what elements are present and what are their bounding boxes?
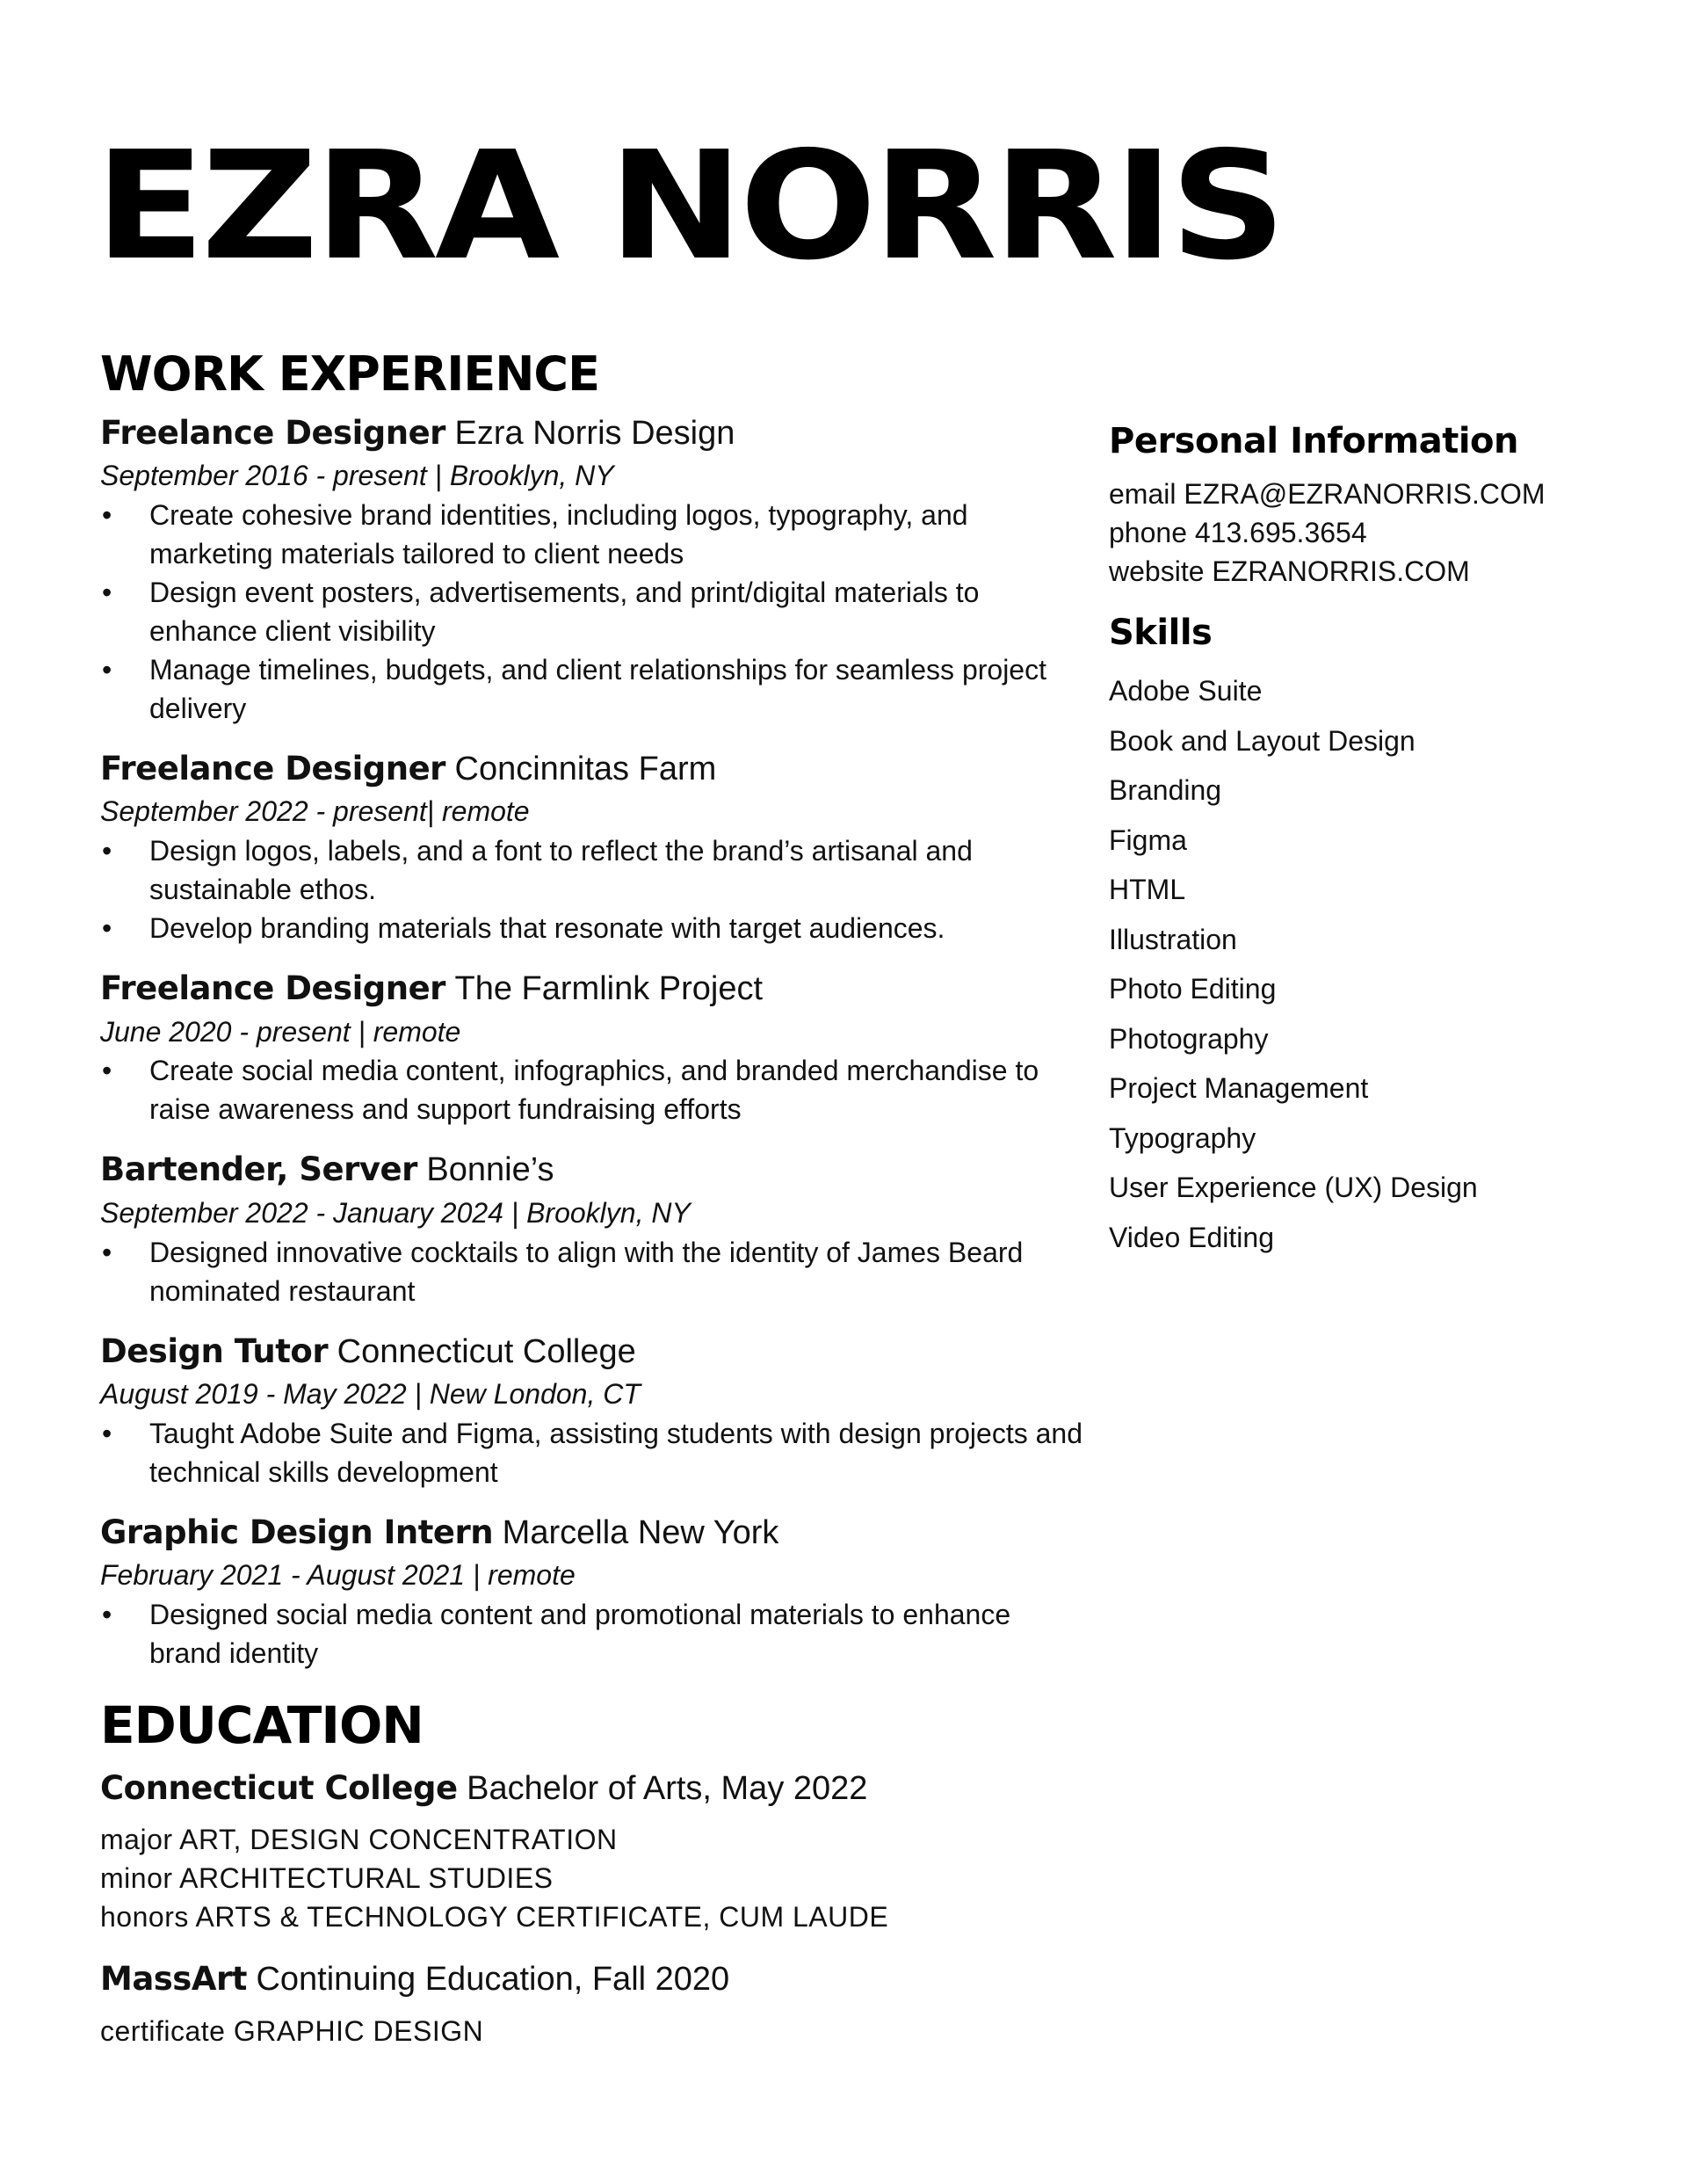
job-title: Freelance Designer [100,749,445,787]
left-column [100,345,1084,2073]
skill-item: HTML [1109,874,1186,905]
education-entry [100,1959,1084,2050]
education-details [100,2012,1084,2050]
education-detail-line: minor ARCHITECTURAL STUDIES [100,1862,554,1895]
phone-line: phone 413.695.3654 [1109,517,1367,548]
job-header [100,413,1084,455]
job-dates-location: June 2020 - present | remote [100,1015,461,1048]
skill-item: Adobe Suite [1109,675,1263,707]
job-dates-location: September 2022 - present| remote [100,795,530,828]
degree-detail: Continuing Education, Fall 2020 [256,1961,730,1999]
website-line: website EZRANORRIS.COM [1109,555,1470,587]
job-entry [100,413,1084,728]
education-details [100,1820,1084,1936]
education-header [100,1959,1084,2001]
job-bullet: • Create social media content, infographics, and branded merchandise to raise awareness and support fundraising efforts [100,1051,1084,1128]
degree-detail: Bachelor of Arts, May 2022 [467,1769,868,1807]
education-header [100,1768,1084,1810]
job-bullet: • Designed social media content and promotional materials to enhance brand identity [100,1595,1084,1672]
skill-item: Illustration [1109,923,1237,955]
job-entry [100,1513,1084,1672]
job-bullet: • Design logos, labels, and a font to reflect the brand’s artisanal and sustainable ethos. [100,831,1084,909]
job-header [100,1331,1084,1374]
skill-item: Photography [1109,1022,1269,1055]
job-header [100,1150,1084,1192]
job-title: Freelance Designer [100,969,445,1008]
education-heading: EDUCATION [100,1695,424,1756]
education-detail-line: major ART, DESIGN CONCENTRATION [100,1824,618,1856]
skill-item: Video Editing [1109,1221,1274,1253]
school-name: Connecticut College [100,1768,458,1807]
skill-item: Photo Editing [1109,973,1277,1005]
skill-item: Project Management [1109,1072,1369,1104]
job-header [100,749,1084,791]
resume-name: EZRA NORRIS [95,120,1283,294]
education-entry [100,1768,1084,1937]
job-entry [100,1331,1084,1491]
job-bullet: • Designed innovative cocktails to align with the identity of James Beard nominated restaurant [100,1233,1084,1310]
work-experience-heading: WORK EXPERIENCE [100,346,599,402]
skill-item: Typography [1109,1121,1256,1154]
job-entry [100,749,1084,947]
skill-item: User Experience (UX) Design [1109,1172,1478,1203]
job-organization: Marcella New York [502,1513,779,1551]
job-entry [100,969,1084,1128]
skills-heading: Skills [1109,613,1213,653]
job-dates-location: September 2016 - present | Brooklyn, NY [100,460,614,491]
job-bullets [100,831,1084,947]
education-detail-line: honors ARTS & TECHNOLOGY CERTIFICATE, CUM LAUDE [100,1901,889,1934]
skill-item: Figma [1109,824,1187,856]
job-dates-location: August 2019 - May 2022 | New London, CT [100,1378,641,1411]
job-entry [100,1150,1084,1310]
job-organization: The Farmlink Project [454,970,764,1008]
right-column [1109,418,1636,1262]
job-title: Design Tutor [100,1331,329,1370]
job-bullets [100,1233,1084,1310]
job-bullets [100,496,1084,728]
job-organization: Connecticut College [337,1332,636,1370]
job-header [100,969,1084,1011]
job-title: Freelance Designer [100,413,445,452]
job-bullets [100,1051,1084,1128]
job-organization: Bonnie’s [426,1151,554,1189]
skills-list [1109,666,1636,1262]
education-detail-line: certificate GRAPHIC DESIGN [100,2014,484,2047]
job-bullet: • Create cohesive brand identities, including logos, typography, and marketing materials tailored to client needs [100,496,1084,573]
job-bullet: • Design event posters, advertisements, and print/digital materials to enhance client visibility [100,573,1084,650]
job-organization: Concinnitas Farm [454,750,717,787]
job-title: Bartender, Server [100,1150,417,1189]
email-line: email EZRA@EZRANORRIS.COM [1109,478,1546,510]
job-bullet: • Manage timelines, budgets, and client relationships for seamless project delivery [100,650,1084,728]
job-bullets [100,1595,1084,1672]
job-bullets [100,1414,1084,1491]
job-dates-location: February 2021 - August 2021 | remote [100,1559,576,1592]
job-header [100,1513,1084,1555]
skill-item: Book and Layout Design [1109,724,1415,757]
job-organization: Ezra Norris Design [454,414,735,452]
job-bullet: • Develop branding materials that resonate with target audiences. [100,909,1084,947]
job-title: Graphic Design Intern [100,1513,494,1551]
skill-item: Branding [1109,774,1222,806]
job-bullet: • Taught Adobe Suite and Figma, assisting students with design projects and technical skills development [100,1414,1084,1491]
school-name: MassArt [100,1960,247,1999]
personal-information-heading: Personal Information [1109,421,1518,461]
job-dates-location: September 2022 - January 2024 | Brooklyn, NY [100,1196,691,1229]
